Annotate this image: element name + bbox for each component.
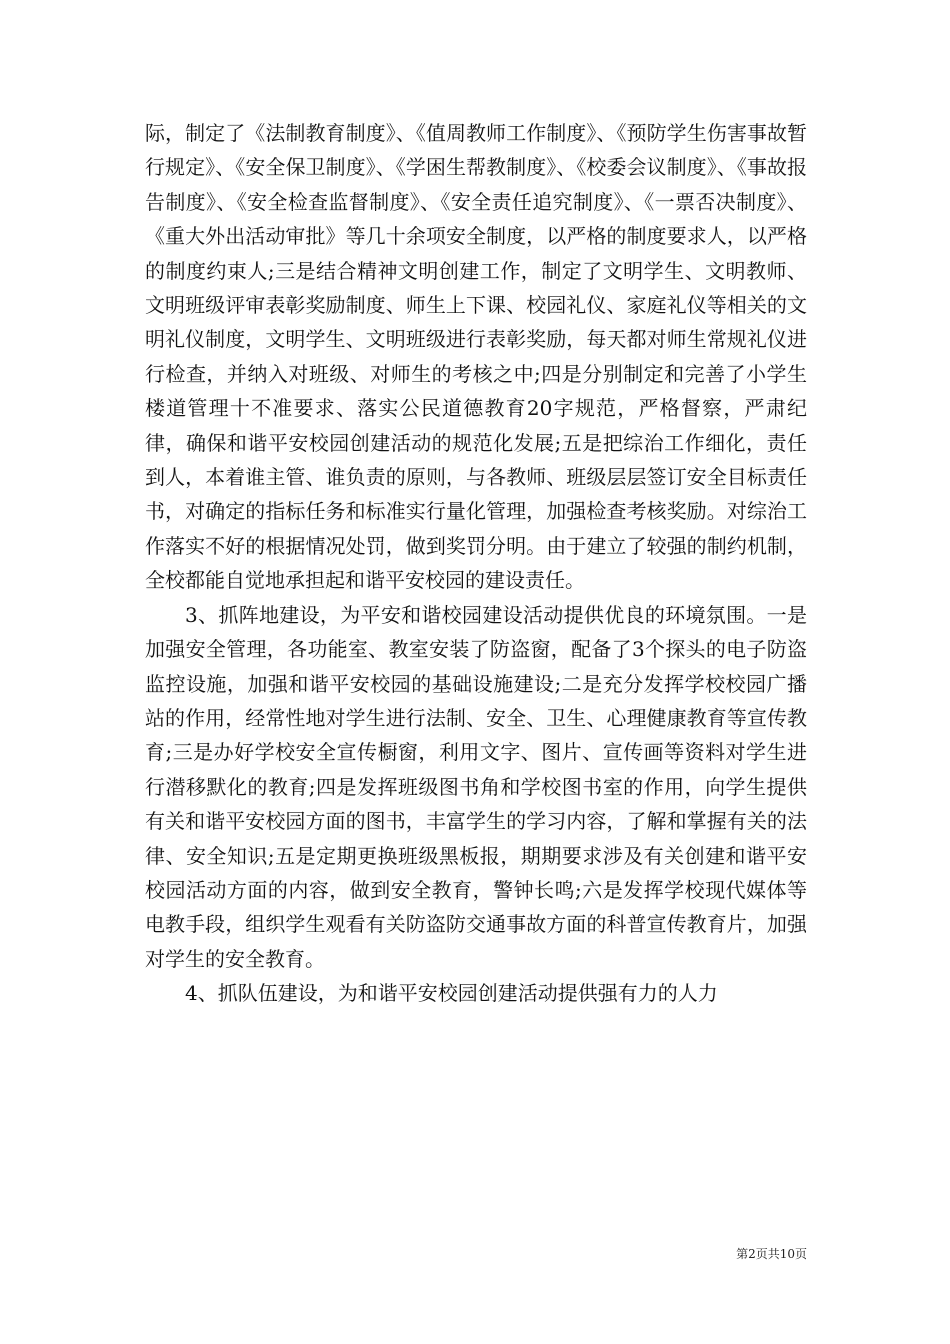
paragraph-3: 4、抓队伍建设，为和谐平安校园创建活动提供强有力的人力 [185, 981, 718, 1006]
document-body [145, 116, 807, 1011]
paragraph-2: 3、抓阵地建设，为平安和谐校园建设活动提供优良的环境氛围。一是加强安全管理，各功能室、教室安装了防盗窗，配备了3个探头的电子防盗监控设施，加强和谐平安校园的基础设施建设;二是充分发挥学校校园广播站的作用，经常性地对学生进行法制、安全、卫生、心理健康教育等宣传教育;三是办好学校安全宣传橱窗，利用文字、图片、宣传画等资料对学生进行潜移默化的教育;四是发挥班级图书角和学校图书室的作用，向学生提供有关和谐平安校园方面的图书，丰富学生的学习内容，了解和掌握有关的法律、安全知识;五是定期更换班级黑板报，期期要求涉及有关创建和谐平安校园活动方面的内容，做到安全教育，警钟长鸣;六是发挥学校现代媒体等电教手段，组织学生观看有关防盗防交通事故方面的科普宣传教育片，加强对学生的安全教育。 [145, 602, 807, 971]
paragraph-1: 际，制定了《法制教育制度》、《值周教师工作制度》、《预防学生伤害事故暂行规定》、《安全保卫制度》、《学困生帮教制度》、《校委会议制度》、《事故报告制度》、《安全检查监督制度》、《安全责任追究制度》、《一票否决制度》、《重大外出活动审批》等几十余项安全制度，以严格的制度要求人，以严格的制度约束人;三是结合精神文明创建工作，制定了文明学生、文明教师、文明班级评审表彰奖励制度、师生上下课、校园礼仪、家庭礼仪等相关的文明礼仪制度，文明学生、文明班级进行表彰奖励，每天都对师生常规礼仪进行检查，并纳入对班级、对师生的考核之中;四是分别制定和完善了小学生楼道管理十不准要求、落实公民道德教育20字规范，严格督察，严肃纪律，确保和谐平安校园创建活动的规范化发展;五是把综治工作细化，责任到人，本着谁主管、谁负责的原则，与各教师、班级层层签订安全目标责任书，对确定的指标任务和标准实行量化管理，加强检查考核奖励。对综治工作落实不好的根据情况处罚，做到奖罚分明。由于建立了较强的制约机制，全校都能自觉地承担起和谐平安校园的建设责任。 [145, 121, 807, 593]
page-number-footer: 第2页共10页 [736, 1247, 807, 1261]
